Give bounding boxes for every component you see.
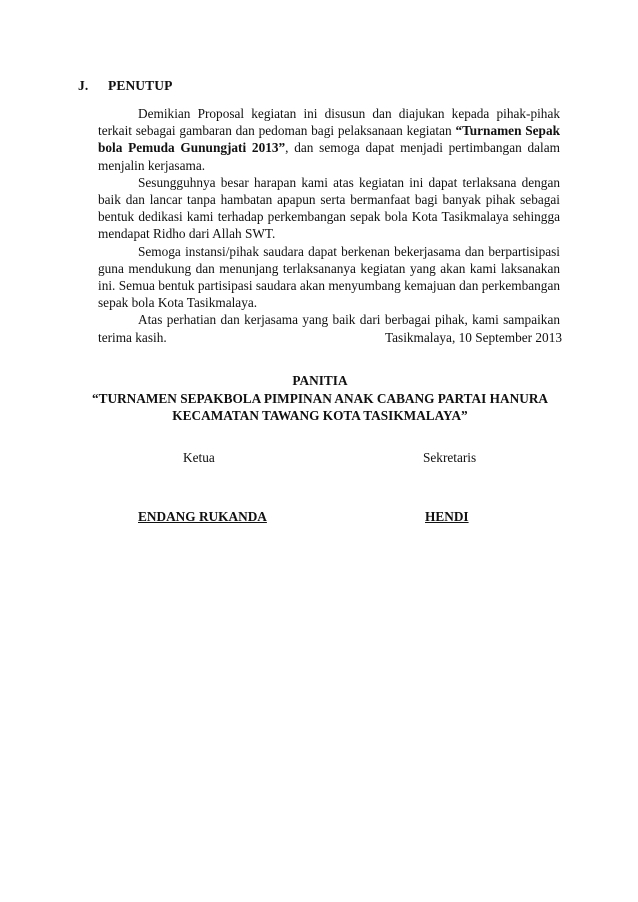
section-heading xyxy=(78,78,172,94)
paragraph-1-text-a: Demikian Proposal kegiatan ini disusun dan diajukan kepada pihak-pihak terkait sebagai gambaran dan pedoman bagi pelaksanaan kegiatan xyxy=(98,106,560,139)
paragraph-3: Semoga instansi/pihak saudara dapat berkenan bekerjasama dan berpartisipasi guna mendukung dan menunjang terlaksananya kegiatan yang akan kami laksanakan ini. Semua bentuk partisipasi saudara akan menyumbang kemajuan dan perkembangan sepak bola Kota Tasikmalaya. xyxy=(98,243,560,311)
paragraph-4: Atas perhatian dan kerjasama yang baik dari berbagai pihak, kami sampaikan terima kasih. xyxy=(98,312,560,345)
committee-line-2: “TURNAMEN SEPAKBOLA PIMPINAN ANAK CABANG PARTAI HANURA xyxy=(91,390,549,406)
event-name: “Turnamen Sepak bola Pemuda Gunungjati 2013” xyxy=(98,123,560,156)
paragraph-2: Sesungguhnya besar harapan kami atas kegiatan ini dapat terlaksana dengan baik dan lancar tanpa hambatan apapun serta bermanfaat bagi banyak pihak sebagai bentuk dedikasi kami terhadap perkembangan sepak bola Kota Tasikmalaya sehingga mendapat Ridho dari Allah SWT. xyxy=(98,174,560,242)
committee-line-3: KECAMATAN TAWANG KOTA TASIKMALAYA” xyxy=(172,408,468,423)
sekretaris-role: Sekretaris xyxy=(423,450,477,465)
ketua-role: Ketua xyxy=(183,450,215,465)
committee-heading xyxy=(60,372,580,425)
place-date: Tasikmalaya, 10 September 2013 xyxy=(384,330,562,345)
committee-line-1: PANITIA xyxy=(292,373,348,388)
paragraph-1-text-b: , dan semoga dapat menjadi pertimbangan dalam menjalin kerjasama. xyxy=(98,140,560,173)
sekretaris-name: HENDI xyxy=(425,509,469,524)
paragraph-1 xyxy=(98,105,560,174)
section-title: PENUTUP xyxy=(108,78,173,93)
ketua-name: ENDANG RUKANDA xyxy=(138,509,267,524)
closing-body xyxy=(98,105,560,346)
section-number: J. xyxy=(78,78,89,93)
